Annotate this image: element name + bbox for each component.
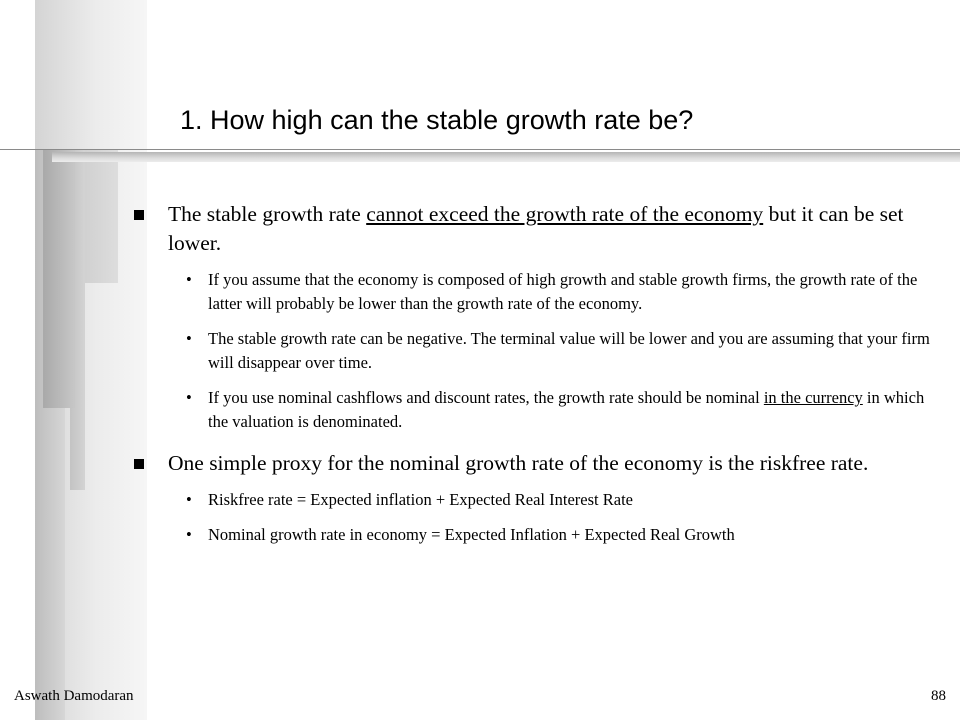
sub-bullet [134, 523, 934, 547]
decorative-side-bar [43, 150, 75, 408]
main-bullet-2 [134, 449, 934, 478]
title-divider-bar [52, 152, 960, 162]
bullet-text: The stable growth rate [168, 202, 367, 226]
sub-bullet [134, 268, 934, 316]
footer-author: Aswath Damodaran [14, 688, 134, 704]
sub-bullet-list [134, 488, 934, 547]
sub-bullet [134, 327, 934, 375]
dot-bullet-icon: • [186, 388, 192, 407]
square-bullet-icon [134, 210, 144, 220]
bullet-text-underlined: cannot exceed the growth rate of the economy [366, 202, 764, 226]
sub-bullet [134, 386, 934, 434]
sub-bullet-text: Nominal growth rate in economy = Expected Inflation + Expected Real Growth [208, 525, 735, 544]
dot-bullet-icon: • [186, 525, 192, 544]
sub-bullet-text: The stable growth rate can be negative. The terminal value will be lower and you are assuming that your firm will disappear over time. [208, 329, 930, 372]
bullet-text: but it can be set lower. [168, 202, 904, 255]
dot-bullet-icon: • [186, 270, 192, 289]
bullet-text: One simple proxy for the nominal growth rate of the economy is the riskfree rate. [168, 451, 869, 475]
slide-title: 1. How high can the stable growth rate be? [180, 105, 694, 135]
square-bullet-icon [134, 459, 144, 469]
footer-page-number: 88 [931, 688, 946, 704]
sub-bullet-text: If you use nominal cashflows and discount rates, the growth rate should be nominal [208, 388, 764, 407]
sub-bullet-list [134, 268, 934, 434]
sub-bullet-text: Riskfree rate = Expected inflation + Expected Real Interest Rate [208, 490, 633, 509]
dot-bullet-icon: • [186, 329, 192, 348]
dot-bullet-icon: • [186, 490, 192, 509]
sub-bullet-text-underlined: in the currency [763, 388, 863, 407]
main-bullet-1 [134, 200, 934, 258]
title-divider-line [0, 149, 960, 150]
sub-bullet [134, 488, 934, 512]
sub-bullet-text: If you assume that the economy is composed of high growth and stable growth firms, the growth rate of the latter will probably be lower than the growth rate of the economy. [208, 270, 918, 313]
sub-bullet-text: in which the valuation is denominated. [208, 388, 925, 431]
slide-body [134, 200, 934, 558]
